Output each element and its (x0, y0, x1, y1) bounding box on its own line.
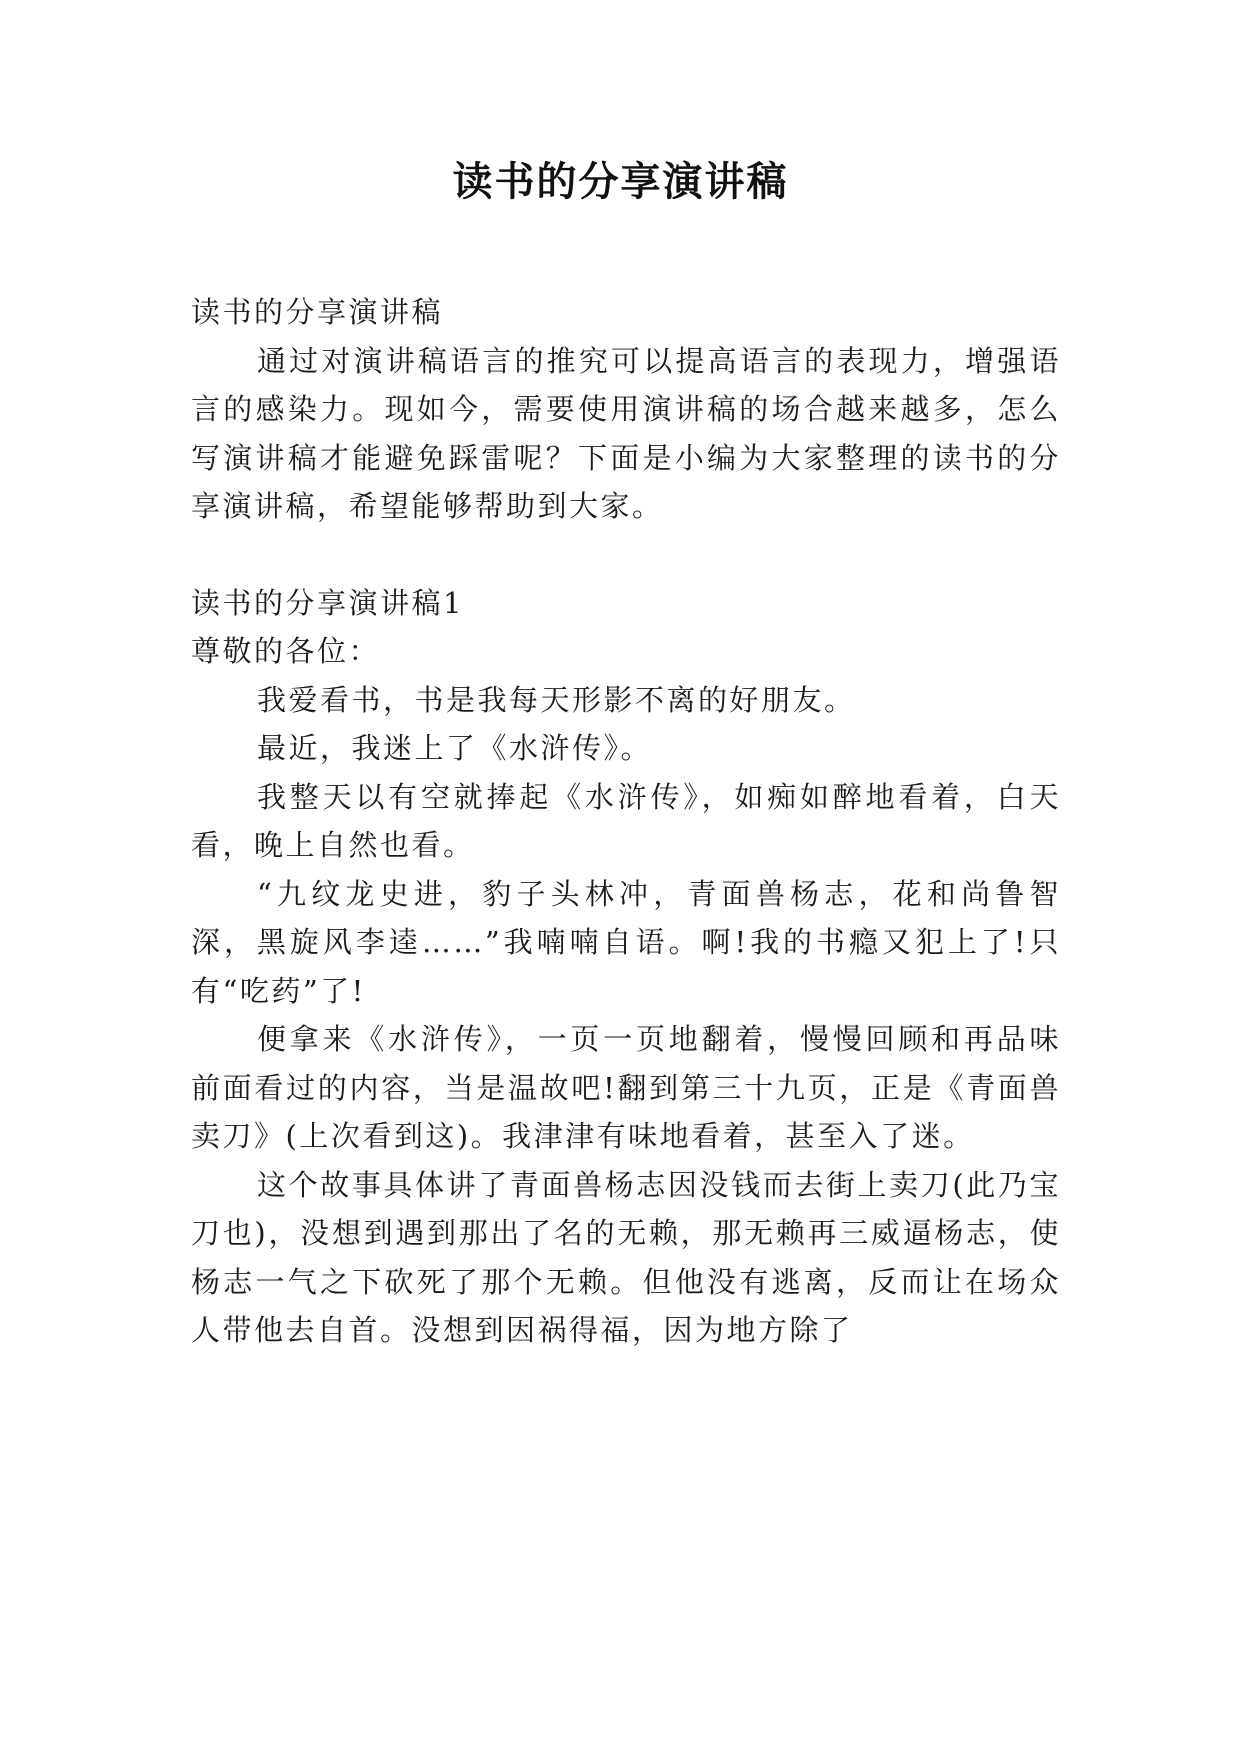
body-paragraph: 便拿来《水浒传》，一页一页地翻着，慢慢回顾和再品味前面看过的内容，当是温故吧!翻到第三十九页，正是《青面兽卖刀》(上次看到这)。我津津有味地看着，甚至入了迷。 (191, 1022, 1061, 1153)
section-heading: 读书的分享演讲稿1 (191, 585, 464, 620)
document-body (191, 288, 1061, 1355)
section-spacer (191, 531, 1061, 579)
intro-heading: 读书的分享演讲稿 (191, 295, 444, 329)
body-paragraph: “九纹龙史进，豹子头林冲，青面兽杨志，花和尚鲁智深，黑旋风李逵……”我喃喃自语。啊!我的书瘾又犯上了!只有“吃药”了! (191, 876, 1061, 1008)
body-paragraph: 这个故事具体讲了青面兽杨志因没钱而去街上卖刀(此乃宝刀也)，没想到遇到那出了名的无赖，那无赖再三威逼杨志，使杨志一气之下砍死了那个无赖。但他没有逃离，反而让在场众人带他去自首。没想到因祸得福，因为地方除了 (191, 1167, 1061, 1347)
document-title: 读书的分享演讲稿 (452, 159, 789, 205)
salutation: 尊敬的各位： (191, 634, 381, 668)
body-paragraph: 我爱看书，书是我每天形影不离的好朋友。 (257, 682, 856, 717)
intro-paragraph: 通过对演讲稿语言的推究可以提高语言的表现力，增强语言的感染力。现如今，需要使用演讲稿的场合越来越多，怎么写演讲稿才能避免踩雷呢？下面是小编为大家整理的读书的分享演讲稿，希望能够帮助到大家。 (191, 343, 1061, 523)
body-paragraph: 我整天以有空就捧起《水浒传》，如痴如醉地看着，白天看，晚上自然也看。 (191, 779, 1061, 862)
body-paragraph: 最近，我迷上了《水浒传》。 (257, 731, 653, 765)
